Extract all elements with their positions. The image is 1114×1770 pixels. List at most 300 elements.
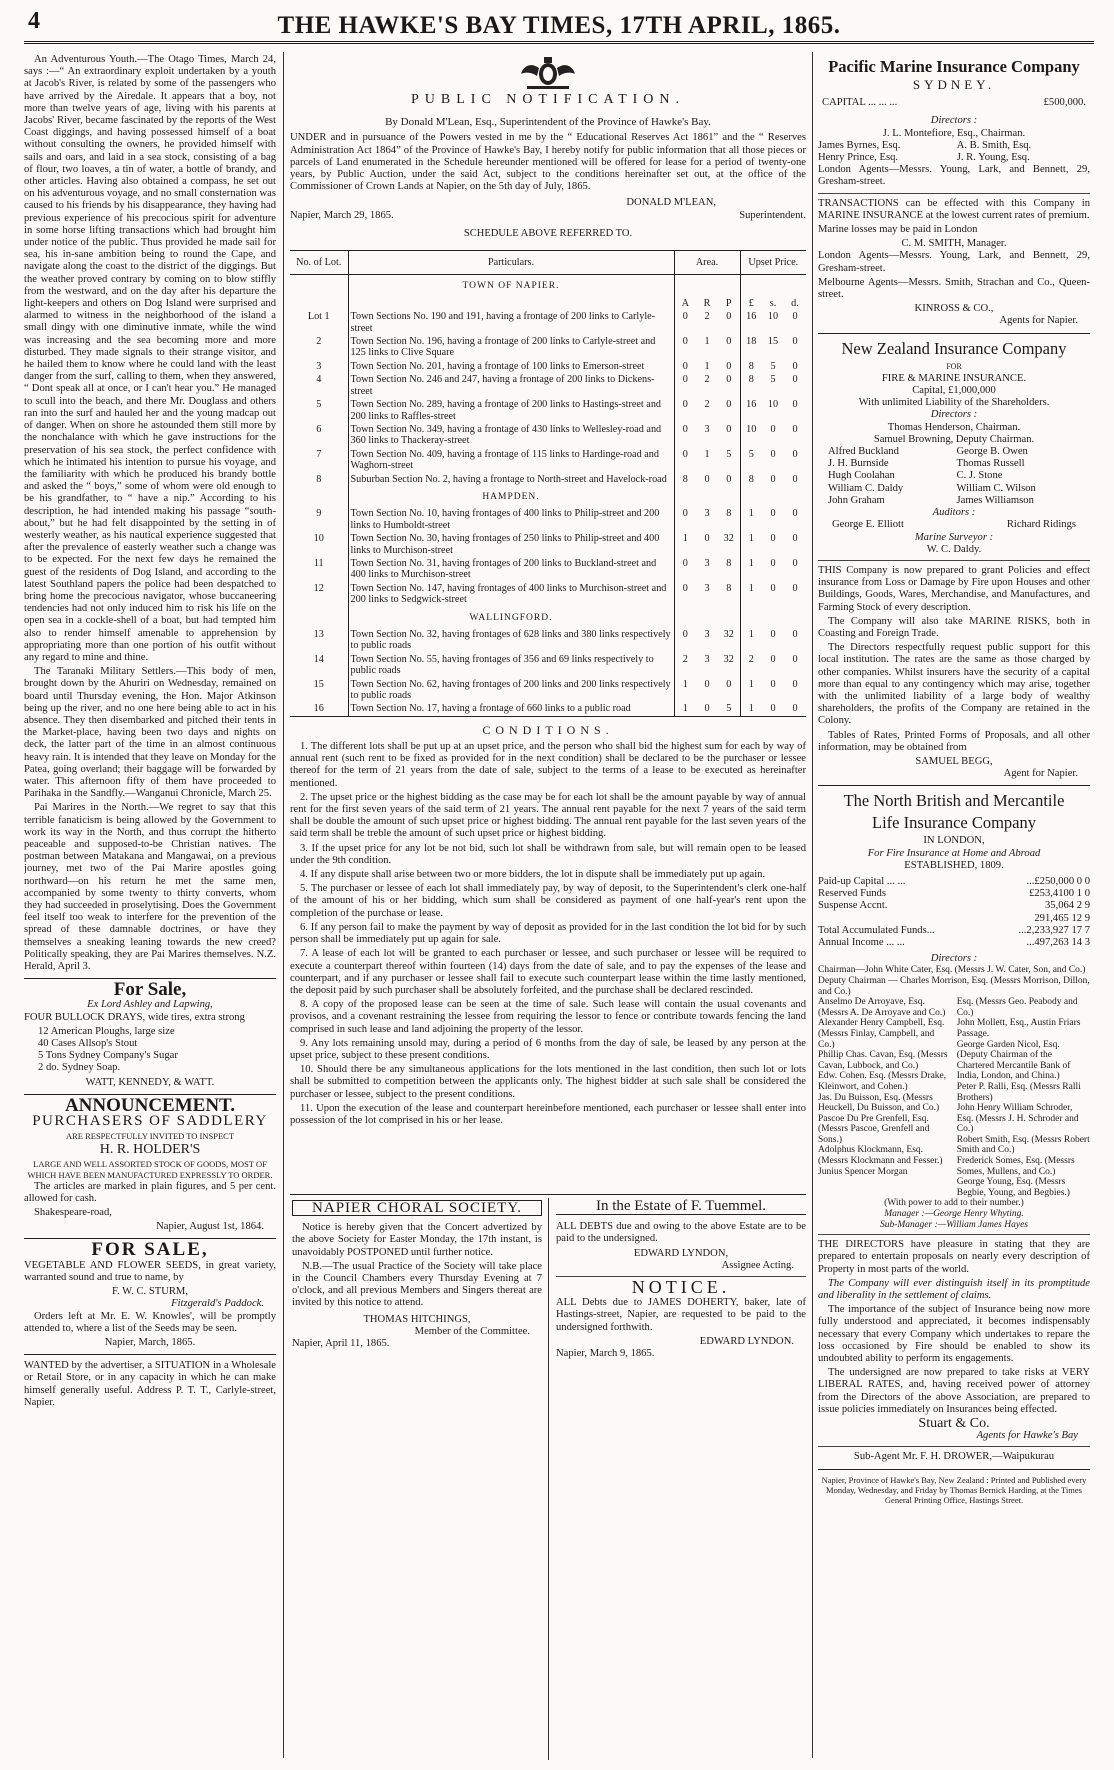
price-d: 0 — [792, 557, 798, 569]
area-p: 0 — [726, 473, 732, 485]
price-s: 0 — [770, 473, 776, 485]
cell — [674, 607, 740, 628]
financial-value: 35,064 2 9 — [1044, 900, 1090, 912]
table-row — [290, 532, 806, 557]
table-row — [290, 310, 806, 335]
ad-wanted: WANTED by the advertiser, a SITUATION in a Wholesale or Retail Store, or in any capacity in which he can make himself generally useful. Address P. T. T., Carlyle-street, Napier. — [24, 1360, 276, 1408]
lot-number: 9 — [316, 508, 322, 520]
ad-date: Napier, March, 1865. — [104, 1336, 196, 1348]
notice-signer: DONALD M'LEAN, — [626, 197, 716, 209]
lot-number: 13 — [313, 629, 324, 640]
area-r: 3 — [704, 508, 710, 520]
area-r: 3 — [704, 423, 710, 435]
schedule-table — [290, 250, 806, 719]
ad-body: VEGETABLE AND FLOWER SEEDS, in great variety, warranted sound and true to name, by — [24, 1259, 276, 1283]
lot-number: 16 — [313, 703, 324, 715]
price-s: 0 — [770, 582, 776, 594]
price-s: 10 — [767, 399, 779, 411]
capital-label: CAPITAL ... ... ... — [822, 97, 898, 109]
director-entry: Phillip Chas. Cavan, Esq. (Messrs Cavan, Lubbock, and Co.) — [818, 1050, 948, 1071]
director-name: J. H. Burnside — [828, 458, 889, 470]
newspaper-title: THE HAWKE'S BAY TIMES, 17TH APRIL, 1865. — [277, 12, 841, 39]
ad-subagent: Sub-Agent Mr. F. H. DROWER,—Waipukurau — [853, 1451, 1055, 1463]
area-r: 2 — [704, 311, 710, 323]
ad-agents: Stuart & Co. — [918, 1416, 990, 1432]
ad-announcement — [24, 1094, 276, 1234]
column-header-area: Area. — [674, 251, 740, 275]
condition-item: 10. Should there be any simultaneous applications for the lots mentioned in the last condition, then such lot or lots shall be submitted to competition between the applicants only. The highest bidder at such sale shall be considered the purchaser or lessee, subject to the present conditions. — [290, 1064, 806, 1100]
director-entry: Adolphus Klockmann, Esq. (Messrs Klockmann and Fesser.) — [818, 1145, 943, 1167]
price-l: 16 — [740, 310, 762, 335]
price-s: 0 — [770, 703, 776, 715]
unit-label: A — [674, 297, 696, 310]
lot-particulars: Town Section No. 201, having a frontage of 100 links to Emerson-street — [348, 360, 674, 373]
price-s: 15 — [767, 336, 779, 348]
ad-lead: FOUR BULLOCK DRAYS, wide tires, extra strong — [24, 1011, 245, 1023]
notice-signature: EDWARD LYNDON. — [699, 1335, 794, 1347]
area-a: 0 — [674, 448, 696, 473]
price-l: 16 — [740, 398, 762, 423]
lot-number: 15 — [313, 678, 324, 690]
directors-grid — [818, 997, 1090, 1198]
price-d: 0 — [792, 360, 798, 372]
condition-item: 4. If any dispute shall arise between two or more bidders, the lot in dispute shall be immediately put up again. — [300, 869, 766, 881]
director-entry: John Henry William Schroder, Esq. (Messrs J. H. Schroder and Co.) — [956, 1103, 1079, 1135]
capital-value: £500,000. — [1043, 97, 1086, 109]
director-name: William C. Daldy — [828, 482, 904, 494]
director-entry: Anselmo De Arroyave, Esq. (Messrs A. De Arroyave and Co.) — [818, 997, 946, 1018]
price-l: 1 — [740, 532, 762, 557]
unit-label: R — [703, 297, 711, 309]
area-a: 1 — [674, 532, 696, 557]
column-rule-2 — [812, 52, 813, 1758]
director-entry: Alexander Henry Campbell, Esq. (Messrs Finlay, Campbell, and Co.) — [818, 1018, 945, 1050]
director-entry: Jas. Du Buisson, Esq. (Messrs Heuckell, Du Buisson, and Co.) — [818, 1092, 940, 1114]
imprint: Napier, Province of Hawke's Bay, New Zealand : Printed and Published every Monday, Wednesday, and Friday by Thomas Bernick Harding, at the Times General Printing Office, Hastings Street. — [821, 1474, 1087, 1505]
lot-particulars: Town Section No. 147, having frontages of 400 links to Murchison-street and 200 links to Sedgwick-street — [348, 582, 674, 607]
section-name: TOWN OF NAPIER. — [348, 275, 674, 297]
condition-item: 11. Upon the execution of the lease and counterpart hereinbefore mentioned, each purchaser or lessee shall enter into possession of the lot comprised in his or her lease. — [290, 1102, 806, 1126]
ad-heading: NAPIER CHORAL SOCIETY. — [292, 1200, 542, 1216]
price-d: 0 — [792, 533, 798, 545]
price-s: 0 — [770, 653, 776, 665]
ad-name: H. R. HOLDER'S — [99, 1142, 201, 1158]
area-a: 0 — [674, 582, 696, 607]
price-d: 0 — [792, 508, 798, 520]
area-p: 0 — [726, 374, 732, 386]
director-name: George B. Owen — [956, 446, 1028, 458]
ad-orders: Orders left at Mr. E. W. Knowles', will be promptly attended to, where a list of the Seeds may be seen. — [24, 1310, 276, 1334]
table-row — [290, 653, 806, 678]
price-s: 0 — [770, 423, 776, 435]
price-d: 0 — [792, 399, 798, 411]
ad-agents: KINROSS & CO., — [914, 303, 994, 315]
column-header-price: Upset Price. — [740, 251, 806, 275]
area-a: 0 — [674, 373, 696, 398]
area-p: 0 — [726, 399, 732, 411]
lot-number: 14 — [313, 653, 324, 665]
table-end-row — [290, 716, 806, 719]
lot-number: 8 — [316, 473, 322, 485]
conditions-list — [290, 741, 806, 1127]
lot-number: Lot 1 — [307, 311, 330, 323]
chairman: Chairman—John White Cater, Esq. (Messrs J. W. Cater, Son, and Co.) — [818, 965, 1086, 976]
ad-body-support: The Directors respectfully request public support for this local institution. The rates are the same as those charged by other companies. Whilst insurers have the security of a capital more than equal to any contingency which may arise, together with the unlimited liability of a large body of wealthy shareholders, the profits of the Company are retained in the Colony. — [818, 642, 1090, 727]
price-d: 0 — [792, 653, 798, 665]
list-item: 40 Cases Allsop's Stout — [38, 1038, 138, 1050]
cell — [290, 486, 348, 507]
ad-tuemmel-estate — [556, 1200, 806, 1360]
conditions-title: CONDITIONS. — [482, 722, 614, 737]
lot-particulars: Town Section No. 10, having frontages of 400 links to Philip-street and 200 links to Humboldt-street — [348, 507, 674, 532]
cell — [674, 275, 740, 297]
directors-label: Directors : — [930, 115, 978, 127]
director-name: John Graham — [828, 494, 885, 506]
financial-value: £253,4100 1 0 — [1029, 888, 1090, 900]
ad-agent-role: Agent for Napier. — [1003, 768, 1078, 780]
ad-signature: EDWARD LYNDON, — [633, 1247, 729, 1259]
area-p: 8 — [726, 557, 732, 569]
notice-signer-title: Superintendent. — [739, 209, 806, 221]
lot-particulars: Town Section No. 55, having frontages of 356 and 69 links respectively to public roads — [348, 653, 674, 678]
article-taranaki: The Taranaki Military Settlers.—This body of men, brought down by the Ahuriri on Wednesday, remained on board until Thursday evening, the Hon. Major Atkinson being up the river, and no one here being able to act in his absence. They then disembarked and pitched their tents in the Market-place, having been two days and nights on deck, the latter part of the time in an almost continuous heavy rain. It is intended that they leave on Monday for the Patea, going overland; their baggage will be forwarded by water. This afternoon fifty of them have proceeded to Parihaka in the Sandfly.—Wanganui Chronicle, March 25. — [24, 666, 276, 800]
ad-established: ESTABLISHED, 1809. — [904, 859, 1004, 871]
ad-body: THIS Company is now prepared to grant Policies and effect insurance from Loss or Damage by Fire upon Houses and other Buildings, Goods, Wares, Merchandise, and Manufactures, and Farming Stock of every description. — [818, 564, 1090, 613]
financial-row — [818, 937, 1090, 949]
ad-body: THE DIRECTORS have pleasure in stating that they are prepared to entertain proposals on nearly every description of Property in most parts of the world. — [818, 1239, 1090, 1275]
ad-body: Notice is hereby given that the Concert advertized by the above Society for Easter Monday, the 17th instant, is unavoidably POSTPONED until further notice. — [292, 1222, 542, 1258]
lot-number: 2 — [316, 336, 322, 348]
lot-particulars: Town Section No. 32, having frontages of 628 links and 380 links respectively to public roads — [348, 628, 674, 653]
ad-items — [38, 1026, 276, 1075]
ad-body-risks: The undersigned are now prepared to take risks at VERY LIBERAL RATES, and, having received power of attorney from the Directors of the above Association, are prepared to issue policies immediately on Insurances being effected. — [818, 1367, 1090, 1415]
price-s: 0 — [770, 448, 776, 460]
ad-losses: Marine losses may be paid in London — [818, 224, 978, 236]
price-l: 5 — [740, 448, 762, 473]
condition-item: 7. A lease of each lot will be granted to each purchaser or lessee, and such purchaser or lessee will be required to execute a counterpart thereof within fourteen (14) days from the date of sale, and to pay the expenses of the lease and counterpart, and if any purchaser or lessee shall fail to execute such counterpart lease within the time lastly mentioned, the deposit paid by such purchaser shall be absolutely forfeited, and the purchase shall be declared rescinded. — [290, 948, 806, 996]
price-s: 5 — [770, 360, 776, 372]
area-p: 8 — [726, 582, 732, 594]
ad-heading: For Sale, — [113, 979, 187, 1001]
directors-label: Directors : — [930, 409, 978, 421]
financial-label: Annual Income ... ... — [818, 936, 905, 948]
ad-for: FOR — [946, 361, 962, 371]
directors-label: Directors : — [930, 953, 978, 965]
unit-label: £ — [740, 297, 762, 310]
financial-value: ...2,233,927 17 7 — [1018, 924, 1090, 936]
financial-row — [818, 888, 1090, 900]
area-a: 2 — [674, 653, 696, 678]
condition-item: 6. If any person fail to make the payment by way of deposit as provided for in the last condition the lot bid for by such person shall be immediately put up again for sale. — [290, 921, 806, 946]
table-row — [290, 582, 806, 607]
ad-capital: Capital, £1,000,000 — [912, 385, 996, 397]
ad-signature: THOMAS HITCHINGS, — [363, 1313, 471, 1325]
price-d: 0 — [792, 473, 798, 485]
table-row — [290, 373, 806, 398]
divider — [818, 1446, 1090, 1447]
director-name: James Williamson — [956, 494, 1034, 506]
area-r: 0 — [704, 703, 710, 715]
royal-crest-icon — [513, 54, 583, 92]
cell — [290, 297, 348, 310]
ad-agents-role: Agents for Napier. — [999, 315, 1078, 327]
ad-signature: WATT, KENNEDY, & WATT. — [85, 1076, 215, 1088]
financial-row — [818, 913, 1090, 925]
ad-new-zealand-insurance — [818, 339, 1090, 781]
price-l: 8 — [740, 360, 762, 373]
financial-value: 291,465 12 9 — [1034, 912, 1090, 924]
area-r: 1 — [704, 448, 710, 460]
price-l: 8 — [740, 373, 762, 398]
notice-byline: By Donald M'Lean, Esq., Superintendent of the Province of Hawke's Bay. — [385, 116, 711, 129]
chairman: J. L. Montefiore, Esq., Chairman. — [882, 127, 1026, 139]
divider — [818, 785, 1090, 786]
table-row — [290, 360, 806, 373]
price-d: 0 — [792, 703, 798, 715]
ad-agents-role: Agents for Hawke's Bay — [976, 1430, 1078, 1442]
divider — [24, 1354, 276, 1355]
directors-grid — [818, 446, 1090, 507]
condition-item: 2. The upset price or the highest bidding as the case may be for each lot shall be the amount payable by way of annual rent for the first seven years of the said term of 21 years. The annual rent payable for the next 7 years of the said term shall be double the amount of such upset price or highest bidding. The annual rent payable for the last seven years of the said term shall be treble the amount of such upset price or highest bidding. — [290, 791, 806, 840]
ad-manager: Manager :—George Henry Whyting. — [884, 1209, 1024, 1220]
lot-number: 7 — [316, 448, 322, 460]
price-d: 0 — [792, 311, 798, 323]
table-row — [290, 398, 806, 423]
divider — [818, 560, 1090, 561]
list-item: 5 Tons Sydney Company's Sugar — [38, 1050, 178, 1062]
divider — [818, 1469, 1090, 1470]
area-r: 1 — [704, 360, 710, 372]
divider — [818, 193, 1090, 194]
area-r: 3 — [704, 557, 710, 569]
financial-label: Suspense Accnt. — [818, 900, 888, 912]
director-entry: Junius Spencer Morgan — [818, 1166, 908, 1177]
column-center — [290, 54, 806, 1194]
ad-subheading: PURCHASERS OF SADDLERY — [32, 1113, 268, 1130]
unit-label: d. — [791, 297, 799, 309]
price-s: 0 — [770, 533, 776, 545]
lot-particulars: Town Section No. 30, having frontages of 250 links to Philip-street and 400 links to Murchison-street — [348, 532, 674, 557]
ad-body: LARGE AND WELL ASSORTED STOCK OF GOODS, MOST OF WHICH HAVE BEEN MANUFACTURED EXPRESSLY TO ORDER. — [27, 1158, 273, 1180]
notice-heading: NOTICE. — [631, 1277, 731, 1298]
ad-heading: The North British and Mercantile — [843, 791, 1065, 811]
cell — [740, 486, 806, 507]
lot-particulars: Town Section No. 289, having a frontage of 200 links to Hastings-street and 200 links to Raffles-street — [348, 398, 674, 423]
ad-for: For Fire Insurance at Home and Abroad — [867, 847, 1041, 859]
cell — [290, 275, 348, 297]
area-r: 1 — [704, 336, 710, 348]
area-p: 32 — [723, 533, 734, 545]
cell — [740, 275, 806, 297]
area-a: 0 — [674, 507, 696, 532]
area-p: 5 — [726, 448, 732, 460]
directors-left — [818, 140, 951, 164]
table-row — [290, 473, 806, 486]
divider — [818, 333, 1090, 334]
auditor-name: George E. Elliott — [832, 519, 904, 531]
column-rule-1 — [283, 52, 284, 1758]
units-row — [290, 297, 806, 310]
area-r: 2 — [704, 374, 710, 386]
article-adventurous-youth: An Adventurous Youth.—The Otago Times, March 24, says :—“ An extraordinary exploit undertaken by a youth at Jacob's River, is related by some of the passengers who have arrived by the Airedale. It appears that a boy, not more than twelve years of age, living with his parents at Jacobs' River, became fascinated by the reports of the West Coast diggings, and having possessed himself of a boat without consulting the owners, he provided himself with sails and oars, and laid in a sea stock, consisting of a bag of flour, two loaves, a tin of water, a bottle of brandy, and other articles. Having also obtained a compass, he set out on his adventurous voyage, and no small consternation was caused to his friends by his disappearance, they having had previous experience of his precocious spirit for adventure in some horse lifting transactions which had brought him under notice of the public. Thus provided he made sail for sea, his in-sane ambition being to round the Cape, and navigate along the coast to the district of the diggings. But the weather proved contrary by coming on to blow stiffly from the westward, and on the day after his departure the light-keepers and others on Dog Island were surprised and alarmed to witness in the neighborhood of the island a small dingy with one diminutive inmate, while the wind was increasing and the sea becoming more and more disturbed. They made signals to their strange visitor, and he hailed them to know where he could land with the least danger from the surf, calling to them, when they answered, “ Dont speak all at once, or I can't hear you.” He managed to scull into the beach, and there Mr. Douglass and others ran into the surf and hauled her and the young madcap out of danger. When on shore he astounded them still more by the nonchalance with which he gave instructions for the preservation of his sea stock, the perfect confidence with which he intimated his intention to pursue his voyage, and the familiarity with which he produced his brandy bottle and asked the “ boys,” some of whom were old enough to be his grandfather, to “ have a nip.” According to his description, he had intended making his passage “south-about,” but he had felt disappointed by the setting in of westerly weather, as his nautical experience suggested that after the prevalence of easterly weather such a change was to be expected. For the next few days he remained the guest of the residents of Dog Island, and according to the latest Southland papers the police had been despatched to bring home the precocious navigator, whose buccaneering tendencies had not only induced him to risk his life on the open sea in a cockle-shell of a boat, but had tempted him also to render himself amenable to apprehension by appropriating more than one portion of his outfit without any regard to mine and thine. — [24, 54, 276, 663]
area-a: 8 — [674, 473, 696, 486]
table-row — [290, 335, 806, 360]
directors-right — [957, 140, 1090, 164]
surveyor-name: W. C. Daldy. — [926, 543, 982, 555]
condition-item: 8. A copy of the proposed lease can be seen at the time of sale. Such lease will contain the usual covenants and provisos, and a covenant restraining the lessee from requiring the lessor to fence or contribute towards fencing the land comprised in such lease and land adjoining the property of the lessor. — [290, 999, 806, 1035]
lot-particulars: Suburban Section No. 2, having a frontage to North-street and Havelock-road — [348, 473, 674, 486]
lot-particulars: Town Section No. 31, having frontages of 200 links to Buckland-street and 400 links to Murchison-street — [348, 557, 674, 582]
area-r: 3 — [704, 582, 710, 594]
price-l: 2 — [740, 653, 762, 678]
table-row — [290, 702, 806, 716]
director-name: C. J. Stone — [956, 470, 1003, 482]
price-l: 8 — [740, 473, 762, 486]
director-name: A. B. Smith, Esq. — [956, 139, 1032, 151]
area-r: 0 — [704, 473, 710, 485]
lot-number: 11 — [313, 557, 324, 569]
lot-number: 5 — [316, 399, 322, 411]
ad-north-british — [818, 791, 1090, 1463]
financial-label: Paid-up Capital ... ... — [818, 875, 906, 887]
directors-grid — [818, 140, 1090, 164]
lot-particulars: Town Sections No. 190 and 191, having a frontage of 200 links to Carlyle-street — [348, 310, 674, 335]
list-item: 2 do. Sydney Soap. — [38, 1062, 121, 1074]
cell — [290, 716, 806, 719]
area-a: 0 — [674, 398, 696, 423]
financial-label: Reserved Funds — [818, 888, 886, 900]
directors-right — [957, 446, 1080, 507]
ad-body: ALL DEBTS due and owing to the above Estate are to be paid to the undersigned. — [556, 1221, 806, 1245]
area-r: 3 — [704, 629, 710, 640]
area-a: 1 — [674, 702, 696, 716]
london-agents-2: London Agents—Messrs. Young, Lark, and Bennett, 29, Gresham-street. — [818, 250, 1090, 274]
price-l: 1 — [740, 702, 762, 716]
price-s: 0 — [770, 678, 776, 690]
column-header-particulars: Particulars. — [348, 251, 674, 275]
director-name: Thomas Russell — [956, 458, 1025, 470]
directors-right — [957, 997, 1090, 1198]
ad-body-promise: The Company will ever distinguish itself in its promptitude and liberality in the settlement of claims. — [818, 1277, 1090, 1302]
lot-number: 3 — [316, 360, 322, 372]
ad-subline: ARE RESPECTFULLY INVITED TO INSPECT — [65, 1131, 235, 1142]
table-row — [290, 507, 806, 532]
column-right — [818, 54, 1090, 1760]
ad-heading: In the Estate of F. Tuemmel. — [556, 1200, 806, 1215]
area-r: 0 — [704, 533, 710, 545]
cell — [674, 486, 740, 507]
area-p: 5 — [726, 703, 732, 715]
area-a: 1 — [674, 678, 696, 703]
notice-body: UNDER and in pursuance of the Powers vested in me by the “ Educational Reserves Act 1861” and the “ Reserves Administration Act 1864” of the Province of Hawke's Bay, I hereby notify for public information that all those pieces or parcels of Land enumerated in the Schedule hereunder mentioned will be offered for lease for a period of twenty-one years, by Public Auction, under the said Act, subject to the conditions hereinafter set out, at the office of the Commissioner of Crown Lands at Napier, on the 5th day of July, 1865. — [290, 132, 806, 193]
article-pai-marires: Pai Marires in the North.—We regret to say that this terrible fanaticism is being allowed by the Government to work its way in the North, and thus corrupt the hitherto peaceable and supposed-to-be Christian natives. The postman between Matakana and Mangawai, on a previous journey, met two of the Pai Marire apostles going northward—on his return he met the same men, accompanied by some twenty to thirty converts, whom they had succeeded in proselytising. Does the Government feel itself too weak to interfere for the prevention of the spread of these damnable doctrines, or have they themselves a sneaking leaning towards the new creed? Politically speaking, they are Pai Marires themselves. N.Z. Herald, April 3. — [24, 802, 276, 973]
ad-submanager: Sub-Manager :—William James Hayes — [879, 1219, 1028, 1230]
lot-number: 6 — [316, 423, 322, 435]
table-row — [290, 448, 806, 473]
masthead — [24, 8, 1094, 44]
price-d: 0 — [792, 678, 798, 690]
unit-label: s. — [769, 297, 777, 309]
deputy-chairman: Samuel Browning, Deputy Chairman. — [873, 433, 1035, 445]
financial-label: Total Accumulated Funds... — [818, 924, 935, 936]
ad-for-sale-drays — [24, 979, 276, 1089]
director-name: William C. Wilson — [956, 482, 1036, 494]
surveyor-label: Marine Surveyor : — [914, 531, 994, 543]
director-name: James Byrnes, Esq. — [818, 139, 901, 151]
auditor-name: Richard Ridings — [1006, 519, 1076, 531]
director-entry: Edw. Cohen. Esq. (Messrs Drake, Kleinwort, and Cohen.) — [818, 1071, 947, 1092]
area-p: 32 — [723, 629, 734, 640]
price-s: 5 — [770, 374, 776, 386]
area-a: 0 — [674, 628, 696, 653]
deputy-chairman: Deputy Chairman — Charles Morrison, Esq. (Messrs Morrison, Dillon, and Co.) — [818, 975, 1090, 997]
ad-body-importance: The importance of the subject of Insurance being now more fully understood and appreciated, it becomes indispensably necessary that every Company which undertakes to repare the loss occasioned by Fire should be enabled to show its undoubted ability to perform its engagements. — [818, 1304, 1090, 1365]
column-left — [24, 54, 276, 1760]
area-p: 0 — [726, 311, 732, 323]
price-d: 0 — [792, 374, 798, 386]
lot-particulars: Town Section No. 409, having a frontage of 115 links to Hardinge-road and Waghorn-street — [348, 448, 674, 473]
price-d: 0 — [792, 448, 798, 460]
ad-body-tables: Tables of Rates, Printed Forms of Proposals, and all other information, may be obtained from — [818, 729, 1090, 753]
list-item: 12 American Ploughs, large size — [38, 1025, 175, 1037]
price-s: 0 — [770, 629, 776, 640]
notice-date: Napier, March 9, 1865. — [556, 1348, 655, 1360]
area-p: 0 — [726, 423, 732, 435]
area-a: 0 — [674, 335, 696, 360]
director-entry: John Mollett, Esq., Austin Friars Passage. — [956, 1018, 1081, 1039]
area-a: 0 — [674, 557, 696, 582]
ad-heading: ANNOUNCEMENT. — [64, 1094, 236, 1116]
ad-heading: FOR SALE, — [91, 1239, 209, 1261]
ad-signature: F. W. C. STURM, — [112, 1286, 188, 1298]
section-name: HAMPDEN. — [348, 486, 674, 507]
cell — [740, 607, 806, 628]
financial-value: ...£250,000 0 0 — [1026, 875, 1090, 887]
area-p: 0 — [726, 336, 732, 348]
area-p: 8 — [726, 508, 732, 520]
director-name: Hugh Coolahan — [828, 470, 895, 482]
table-row — [290, 557, 806, 582]
page-number: 4 — [28, 8, 40, 34]
director-name: Alfred Buckland — [828, 446, 899, 458]
column-rule-center — [548, 1198, 549, 1760]
price-d: 0 — [792, 336, 798, 348]
schedule-title: SCHEDULE ABOVE REFERRED TO. — [463, 227, 633, 239]
director-entry: Pascoe Du Pre Grenfell, Esq. (Messrs Pascoe, Grenfell and Sons.) — [818, 1113, 930, 1145]
area-r: 3 — [704, 653, 710, 665]
area-r: 2 — [704, 399, 710, 411]
director-name: J. R. Young, Esq. — [956, 152, 1030, 164]
ad-signature-title: Assignee Acting. — [721, 1259, 794, 1271]
area-p: 32 — [723, 653, 734, 665]
area-a: 0 — [674, 310, 696, 335]
director-entry: George Garden Nicol, Esq. (Deputy Chairman of the Chartered Mercantile Bank of India, London, and China.) — [956, 1039, 1071, 1082]
lot-particulars: Town Section No. 17, having a frontage of 660 links to a public road — [348, 702, 674, 716]
unit-label: P — [725, 297, 732, 309]
price-l: 1 — [740, 507, 762, 532]
director-entry: George Young, Esq. (Messrs Begbie, Young, and Begbies.) — [956, 1177, 1070, 1198]
lot-particulars: Town Section No. 246 and 247, having a frontage of 200 links to Dickens-street — [348, 373, 674, 398]
price-d: 0 — [792, 582, 798, 594]
auditors-label: Auditors : — [932, 507, 976, 519]
section-row — [290, 486, 806, 507]
area-p: 0 — [726, 678, 732, 690]
cell — [290, 607, 348, 628]
ad-agent: SAMUEL BEGG, — [915, 755, 993, 767]
condition-item: 3. If the upset price for any lot be not bid, such lot shall be withdrawn from sale, but will remain open to be leased under the 9th condition. — [290, 842, 806, 866]
ad-signature-place: Fitzgerald's Paddock. — [171, 1298, 264, 1310]
directors-left — [818, 997, 951, 1198]
